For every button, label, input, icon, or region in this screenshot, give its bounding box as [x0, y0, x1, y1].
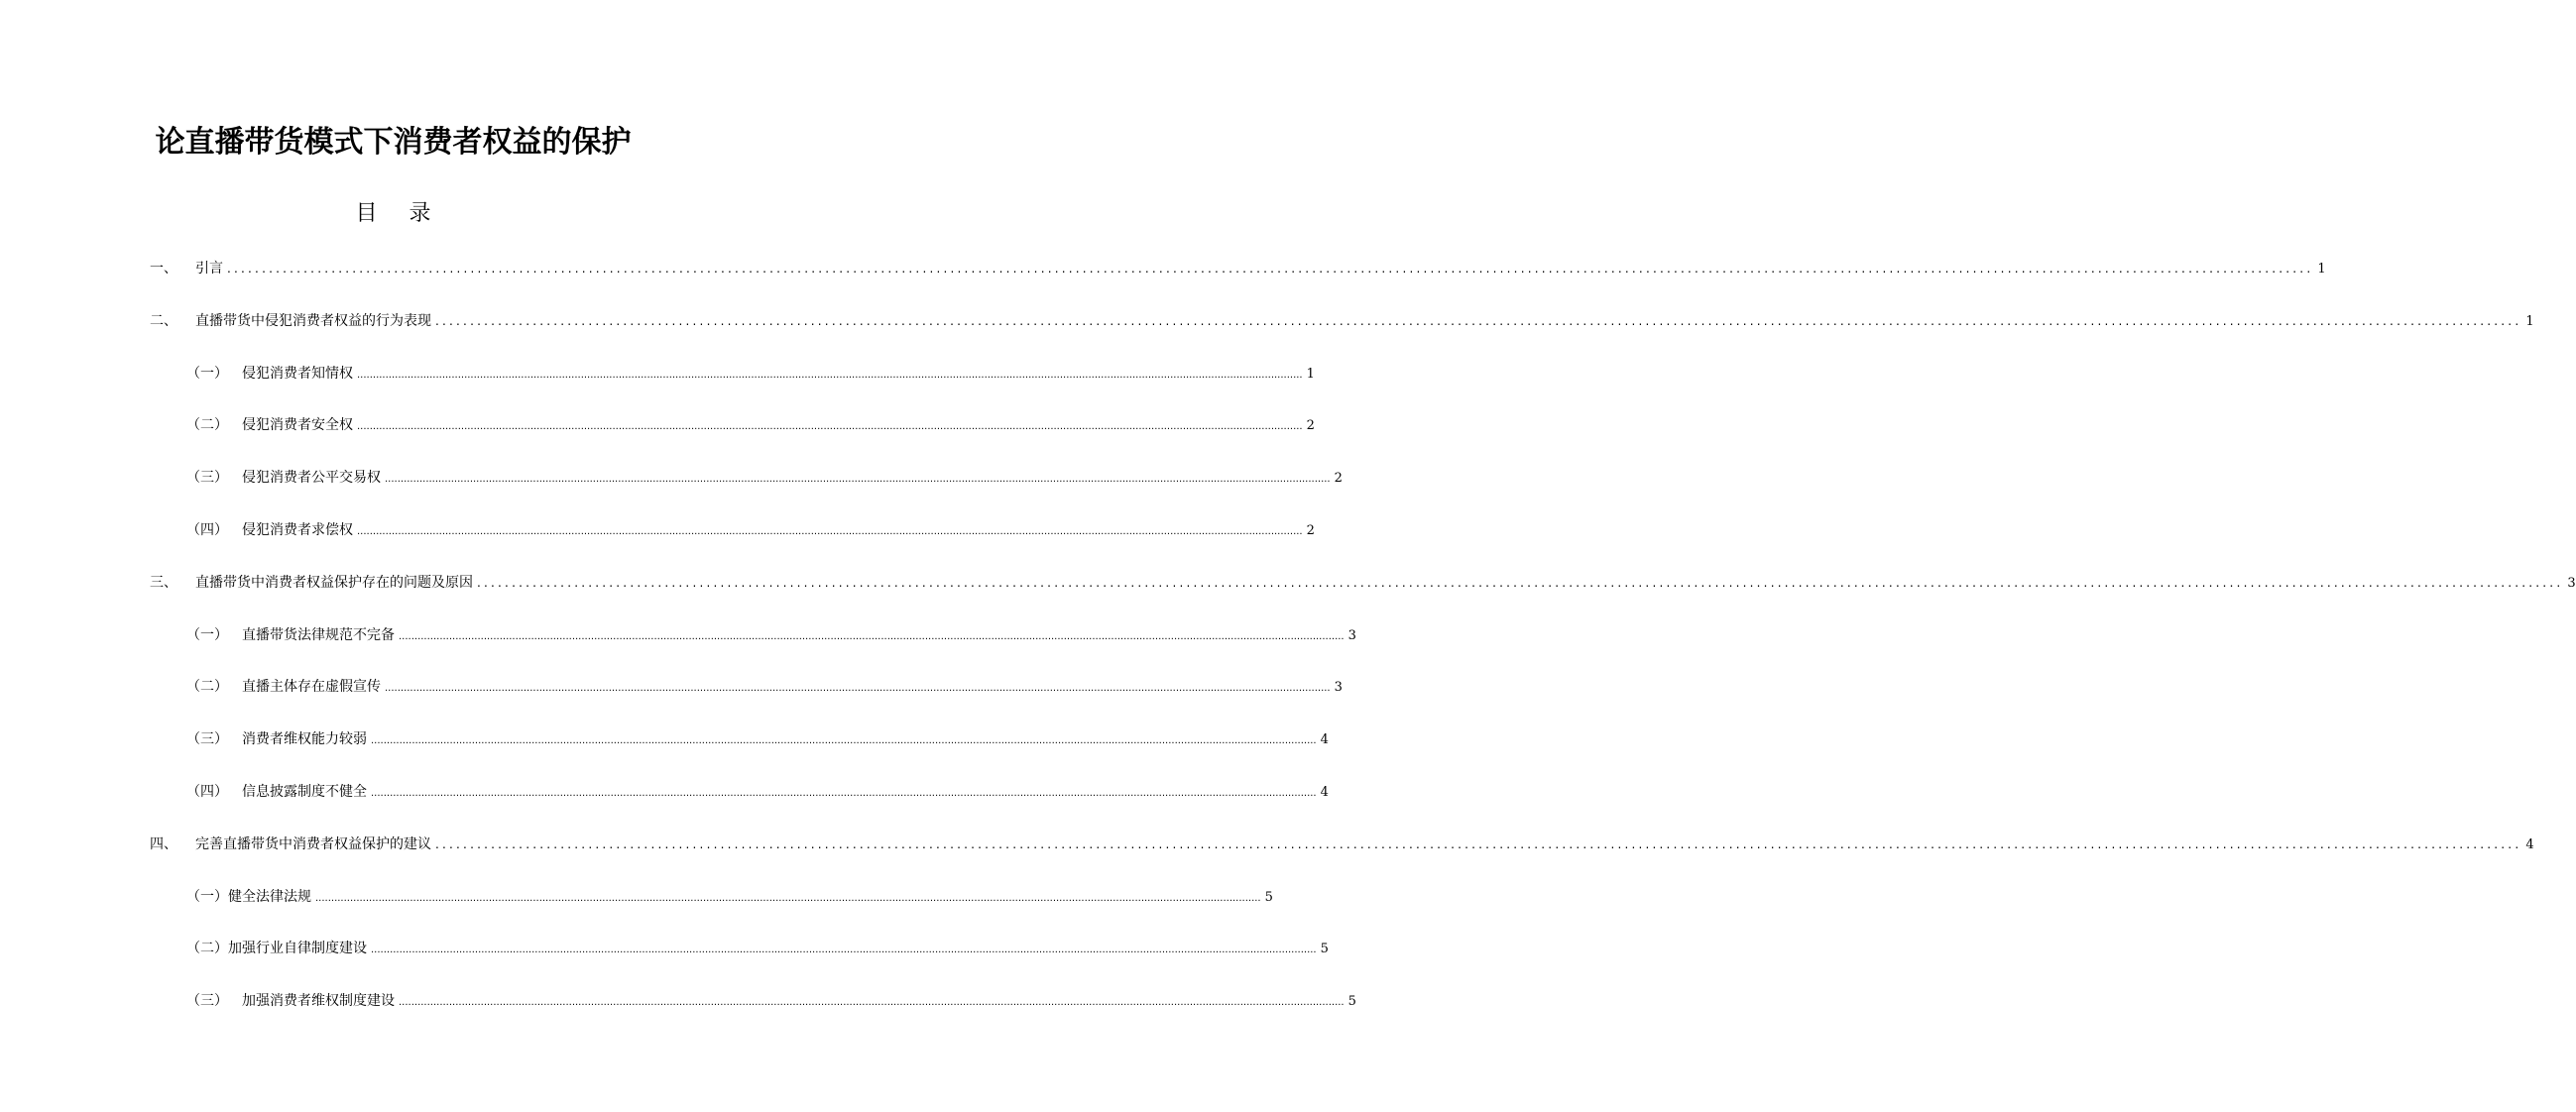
toc-entry-page-number: 5 — [1320, 942, 1329, 956]
toc-entry-number: （三） — [186, 470, 228, 486]
toc-dot-leader: ............................................................................................................................................................................................................................................................................................................ — [385, 474, 1331, 485]
toc-entry-label: 消费者维权能力较弱 — [242, 731, 367, 747]
toc-heading-char-2: 录 — [409, 201, 431, 226]
toc-dot-leader: ............................................................................................................................................................................................................................................................................................................ — [315, 893, 1261, 904]
toc-entry-page-number: 2 — [1306, 523, 1315, 538]
toc-dot-leader: ............................................................................................................................................................................................................................................................................................................ — [399, 997, 1345, 1008]
toc-entry[interactable] — [150, 258, 2326, 279]
toc-entry[interactable] — [186, 363, 1315, 385]
toc-entry-page-number: 2 — [1334, 471, 1343, 486]
toc-dot-leader: ............................................................................................................................................................................................................................................................................................................ — [477, 576, 2564, 590]
toc-entry[interactable] — [186, 467, 1343, 489]
toc-entry-number: （一） — [186, 627, 228, 643]
toc-entry-label: 加强行业自律制度建设 — [228, 941, 367, 956]
toc-entry-number: （二） — [186, 417, 228, 433]
toc-entry-page-number: 2 — [1306, 418, 1315, 433]
toc-entry-number: （四） — [186, 522, 228, 538]
toc-entry-number: 二、 — [150, 313, 177, 329]
toc-entry-page-number: 1 — [2525, 314, 2534, 329]
toc-entry-number: 四、 — [150, 836, 177, 852]
toc-dot-leader: ............................................................................................................................................................................................................................................................................................................ — [385, 683, 1331, 694]
toc-entry-label: 侵犯消费者求偿权 — [242, 522, 353, 538]
toc-entry-label: 引言 — [195, 261, 223, 277]
toc-entry-page-number: 5 — [1264, 890, 1273, 905]
toc-dot-leader: ............................................................................................................................................................................................................................................................................................................ — [371, 788, 1317, 799]
toc-entry-page-number: 1 — [1306, 367, 1315, 382]
toc-entry-label: 直播主体存在虚假宣传 — [242, 679, 381, 695]
toc-entry-page-number: 5 — [1347, 994, 1356, 1009]
toc-dot-leader: ............................................................................................................................................................................................................................................................................................................ — [357, 421, 1303, 432]
toc-dot-leader: ............................................................................................................................................................................................................................................................................................................ — [357, 370, 1303, 381]
toc-dot-leader: ............................................................................................................................................................................................................................................................................................................ — [435, 314, 2522, 328]
toc-entry[interactable] — [186, 938, 1329, 959]
toc-entry[interactable] — [186, 886, 1273, 908]
toc-entry-page-number: 4 — [1320, 785, 1329, 800]
toc-entry-label: 健全法律法规 — [228, 889, 311, 905]
toc-entry-page-number: 4 — [1320, 732, 1329, 747]
toc-dot-leader: ............................................................................................................................................................................................................................................................................................................ — [371, 735, 1317, 746]
document-title: 论直播带货模式下消费者权益的保护 — [155, 125, 632, 160]
toc-entry[interactable] — [186, 728, 1329, 750]
toc-entry-label: 侵犯消费者知情权 — [242, 366, 353, 382]
toc-entry-page-number: 3 — [1347, 628, 1356, 643]
toc-entry-label: 完善直播带货中消费者权益保护的建议 — [195, 836, 431, 852]
toc-heading — [0, 196, 786, 227]
toc-entry[interactable] — [150, 572, 2576, 594]
toc-entry-number: （四） — [186, 784, 228, 800]
toc-entry[interactable] — [186, 990, 1356, 1012]
toc-entry-label: 直播带货中消费者权益保护存在的问题及原因 — [195, 575, 473, 591]
toc-entry-number: （三） — [186, 993, 228, 1009]
toc-entry[interactable] — [150, 834, 2534, 855]
toc-dot-leader: ............................................................................................................................................................................................................................................................................................................ — [357, 526, 1303, 537]
toc-dot-leader: ............................................................................................................................................................................................................................................................................................................ — [399, 631, 1345, 642]
toc-heading-char-1: 目 — [355, 201, 378, 226]
toc-entry[interactable] — [150, 310, 2534, 332]
toc-entry[interactable] — [186, 414, 1315, 436]
toc-entry-number: 一、 — [150, 261, 177, 277]
toc-entry-page-number: 3 — [1334, 680, 1343, 695]
toc-entry-label: 直播带货中侵犯消费者权益的行为表现 — [195, 313, 431, 329]
toc-entry-page-number: 3 — [2567, 576, 2576, 591]
toc-dot-leader: ............................................................................................................................................................................................................................................................................................................ — [227, 262, 2314, 276]
toc-entry-label: 侵犯消费者公平交易权 — [242, 470, 381, 486]
toc-entry-page-number: 4 — [2525, 837, 2534, 852]
toc-entry-label: 信息披露制度不健全 — [242, 784, 367, 800]
toc-entry-number: （一） — [186, 366, 228, 382]
toc-entry[interactable] — [186, 519, 1315, 541]
toc-entry-number: （一） — [186, 889, 228, 905]
toc-entry-label: 侵犯消费者安全权 — [242, 417, 353, 433]
toc-entry-page-number: 1 — [2317, 262, 2326, 277]
toc-entry[interactable] — [186, 624, 1356, 646]
toc-entry-number: （二） — [186, 941, 228, 956]
toc-entry[interactable] — [186, 781, 1329, 803]
toc-entry-number: （三） — [186, 731, 228, 747]
toc-entry[interactable] — [186, 676, 1343, 698]
toc-entry-label: 加强消费者维权制度建设 — [242, 993, 395, 1009]
toc-entry-label: 直播带货法律规范不完备 — [242, 627, 395, 643]
toc-dot-leader: ............................................................................................................................................................................................................................................................................................................ — [371, 945, 1317, 955]
toc-entry-number: 三、 — [150, 575, 177, 591]
toc-dot-leader: ............................................................................................................................................................................................................................................................................................................ — [435, 837, 2522, 851]
toc-entry-number: （二） — [186, 679, 228, 695]
